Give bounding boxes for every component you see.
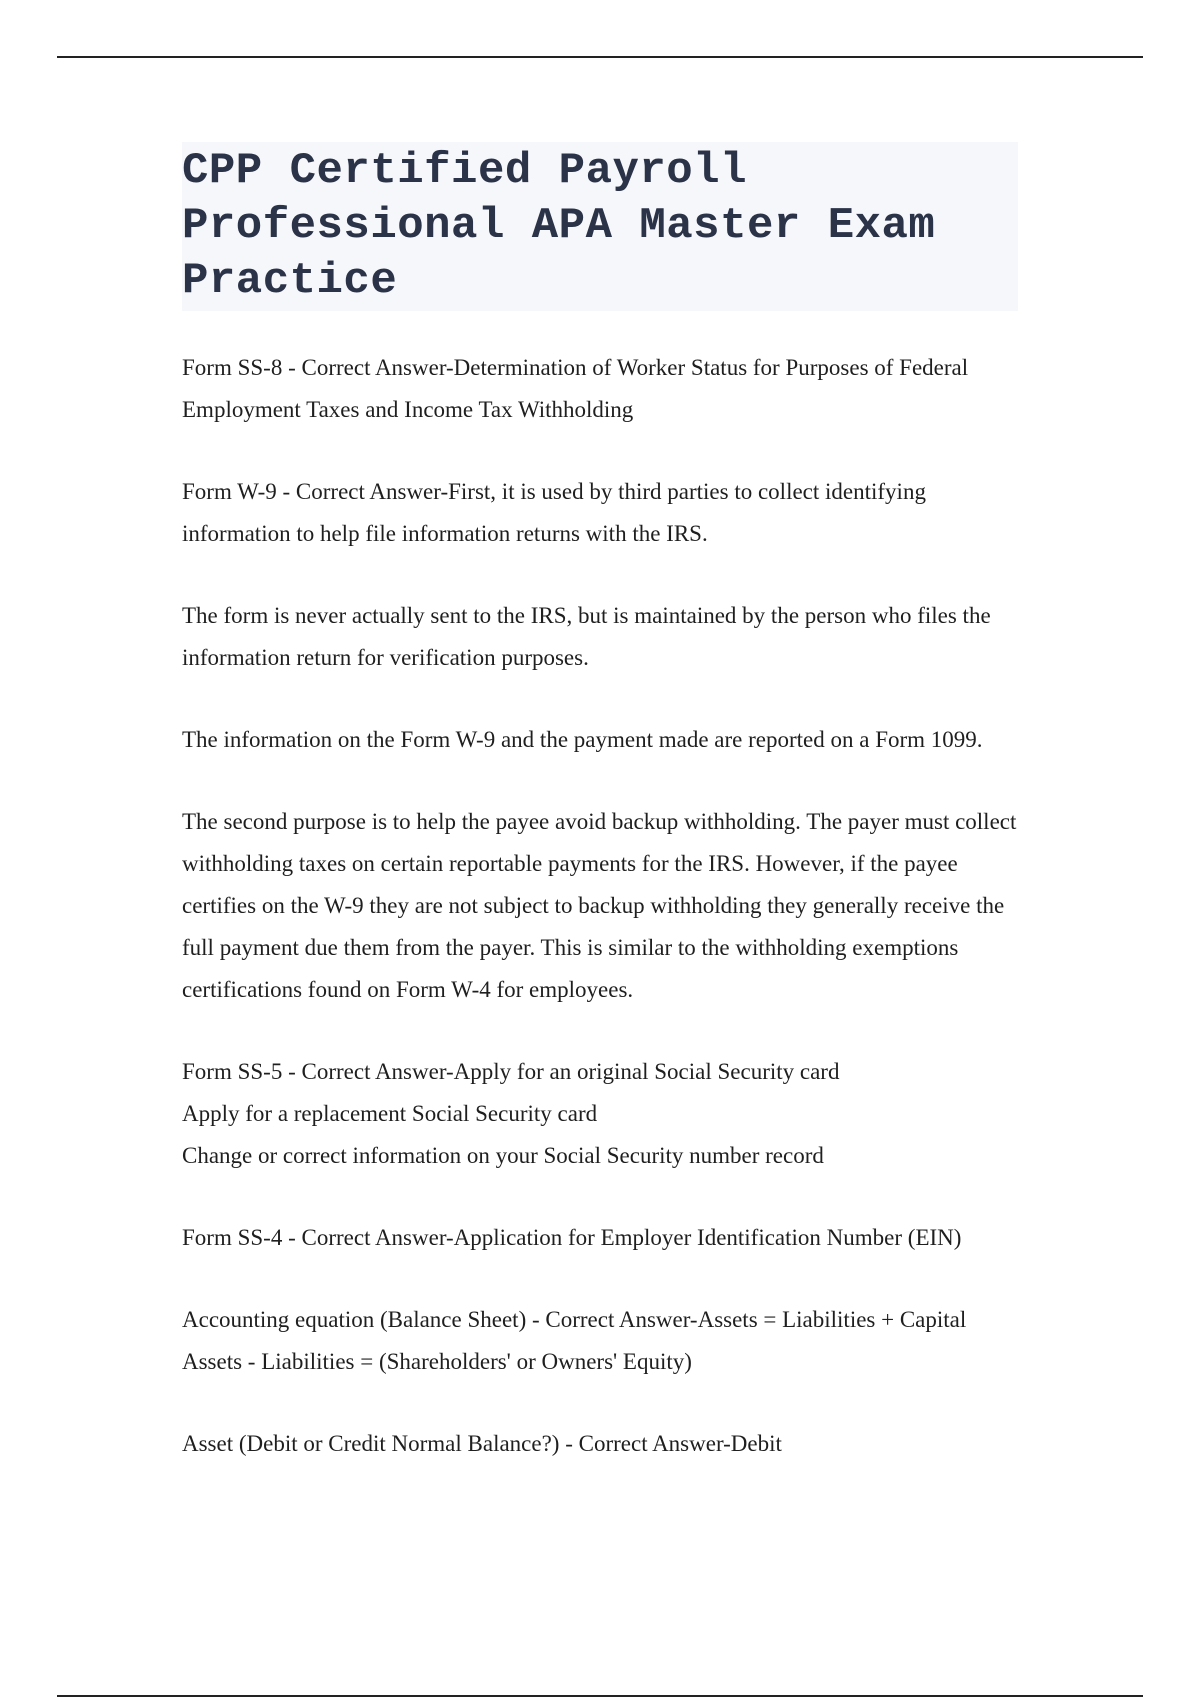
entry-text: Form W-9 - Correct Answer-First, it is used by third parties to collect identifying information to help file information returns with the IRS.	[182, 479, 926, 546]
entry-text: Form SS-8 - Correct Answer-Determination of Worker Status for Purposes of Federal Employment Taxes and Income Tax Withholding	[182, 355, 969, 422]
bottom-rule	[57, 1695, 1143, 1697]
title-block	[182, 142, 1018, 311]
qa-entry-asset-normal-balance	[182, 1423, 1018, 1465]
entry-text: Accounting equation (Balance Sheet) - Correct Answer-Assets = Liabilities + Capital	[182, 1307, 967, 1332]
qa-entry-w9-paragraph-3	[182, 719, 1018, 761]
entry-text: The information on the Form W-9 and the payment made are reported on a Form 1099.	[182, 727, 983, 752]
document-body	[182, 142, 1018, 1505]
qa-entry-form-ss4	[182, 1217, 1018, 1259]
entry-text: Change or correct information on your Social Security number record	[182, 1143, 824, 1168]
entry-text: Assets - Liabilities = (Shareholders' or Owners' Equity)	[182, 1349, 692, 1374]
qa-entry-form-ss5	[182, 1051, 1018, 1177]
qa-entry-accounting-equation	[182, 1299, 1018, 1383]
qa-entry-form-w9	[182, 471, 1018, 555]
qa-entry-form-ss8	[182, 347, 1018, 431]
entry-text: The second purpose is to help the payee avoid backup withholding. The payer must collect withholding taxes on certain reportable payments for the IRS. However, if the payee certifies on the W-9 they are not subject to backup withholding they generally receive the full payment due them from the payer. This is similar to the withholding exemptions certifications found on Form W-4 for employees.	[182, 809, 1017, 1002]
qa-list	[182, 347, 1018, 1465]
qa-entry-w9-paragraph-4	[182, 801, 1018, 1011]
entry-text: Asset (Debit or Credit Normal Balance?) - Correct Answer-Debit	[182, 1431, 782, 1456]
qa-entry-w9-paragraph-2	[182, 595, 1018, 679]
entry-text: Form SS-5 - Correct Answer-Apply for an original Social Security card	[182, 1059, 840, 1084]
top-rule	[57, 56, 1143, 58]
document-title: CPP Certified Payroll Professional APA Master Exam Practice	[182, 146, 936, 306]
entry-text: Form SS-4 - Correct Answer-Application for Employer Identification Number (EIN)	[182, 1225, 962, 1250]
entry-text: The form is never actually sent to the IRS, but is maintained by the person who files the information return for verification purposes.	[182, 603, 991, 670]
entry-text: Apply for a replacement Social Security card	[182, 1101, 598, 1126]
